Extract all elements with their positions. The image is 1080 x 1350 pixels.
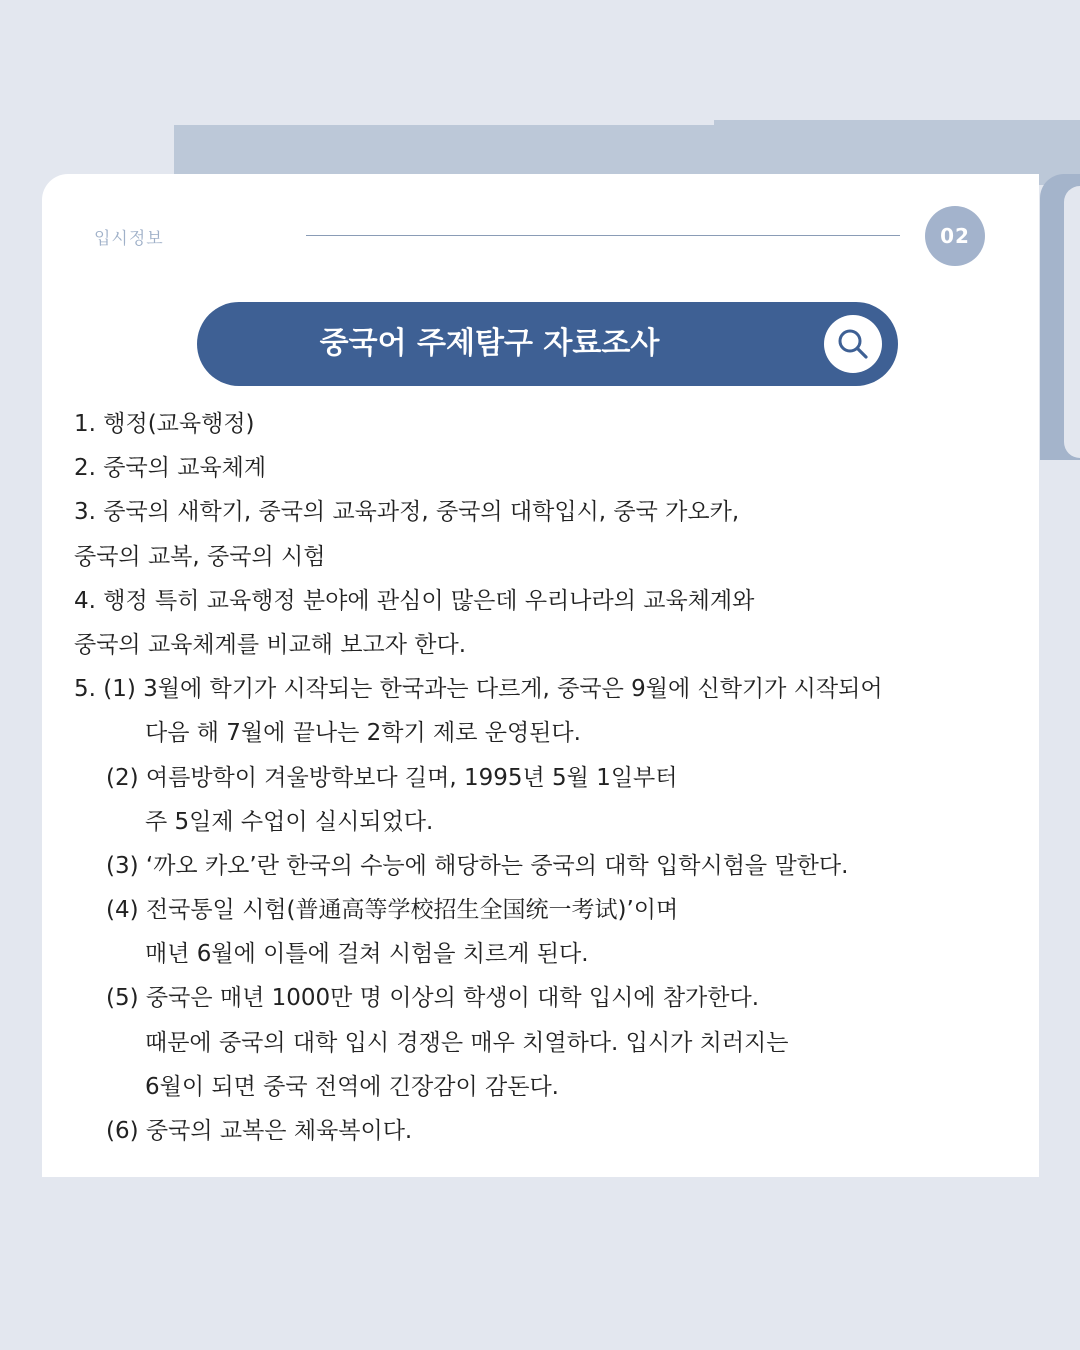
content-line: 6월이 되면 중국 전역에 긴장감이 감돈다.: [145, 1073, 559, 1100]
content-line: (3) ‘까오 카오’란 한국의 수능에 해당하는 중국의 대학 입학시험을 말한다.: [106, 852, 849, 879]
content-line: 4. 행정 특히 교육행정 분야에 관심이 많은데 우리나라의 교육체계와: [74, 587, 755, 614]
search-button[interactable]: [824, 315, 882, 373]
content-line: 다음 해 7월에 끝나는 2학기 제로 운영된다.: [145, 720, 581, 747]
content-line: 5. (1) 3월에 학기가 시작되는 한국과는 다르게, 중국은 9월에 신학기가 시작되어: [74, 676, 883, 703]
content-card: [42, 174, 1039, 1177]
decorative-side-notch: [1064, 186, 1080, 458]
title-banner: [197, 302, 898, 386]
content-line: 매년 6월에 이틀에 걸쳐 시험을 치르게 된다.: [145, 941, 589, 968]
content-line: (6) 중국의 교복은 체육복이다.: [106, 1118, 413, 1144]
page-title: 중국어 주제탐구 자료조사: [319, 326, 660, 361]
content-line: 1. 행정(교육행정): [74, 411, 255, 437]
content-line: (2) 여름방학이 겨울방학보다 길며, 1995년 5월 1일부터: [106, 764, 678, 791]
content-line: (4) 전국통일 시험(普通高等学校招生全国统一考试)’이며: [106, 897, 679, 924]
header-divider: [306, 235, 900, 236]
content-body: [74, 402, 1024, 1153]
category-label: 입시정보: [94, 229, 164, 249]
page-number-badge: 02: [925, 206, 985, 266]
search-icon: [836, 327, 870, 361]
content-line: (5) 중국은 매년 1000만 명 이상의 학생이 대학 입시에 참가한다.: [106, 985, 760, 1012]
content-line: 때문에 중국의 대학 입시 경쟁은 매우 치열하다. 입시가 치러지는: [145, 1029, 789, 1056]
content-line: 중국의 교복, 중국의 시험: [74, 543, 326, 570]
content-line: 2. 중국의 교육체계: [74, 455, 267, 482]
content-line: 3. 중국의 새학기, 중국의 교육과정, 중국의 대학입시, 중국 가오카,: [74, 499, 740, 526]
content-line: 주 5일제 수업이 실시되었다.: [145, 808, 434, 835]
content-line: 중국의 교육체계를 비교해 보고자 한다.: [74, 631, 467, 658]
